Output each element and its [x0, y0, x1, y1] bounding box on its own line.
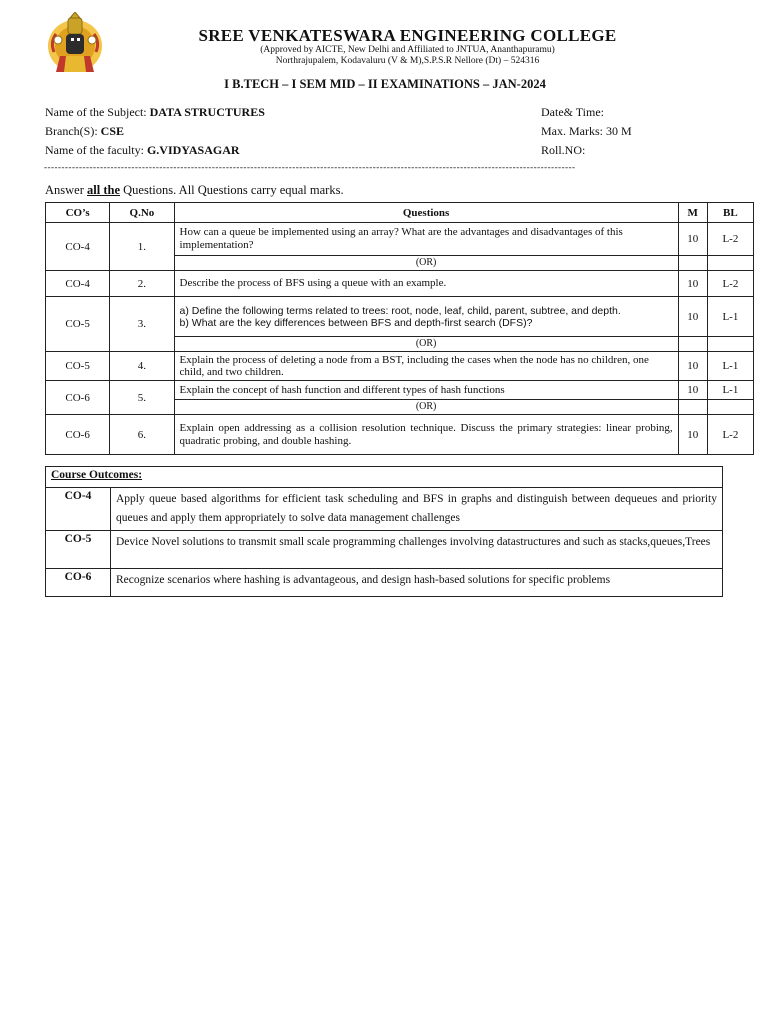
- branch-label: Branch(S):: [45, 124, 98, 138]
- row-bl: L-2: [707, 223, 753, 256]
- row-marks: 10: [678, 223, 707, 256]
- empty-cell: [678, 256, 707, 271]
- outcome-text: Recognize scenarios where hashing is advantageous, and design hash-based solutions for specific problems: [111, 569, 723, 597]
- row-marks: 10: [678, 271, 707, 297]
- row-co: CO-6: [46, 381, 110, 415]
- row-marks: 10: [678, 381, 707, 400]
- row-marks: 10: [678, 352, 707, 381]
- datetime-label: Date& Time:: [541, 105, 605, 119]
- college-logo-icon: [46, 12, 104, 74]
- subject-label: Name of the Subject:: [45, 105, 147, 119]
- question-text: How can a queue be implemented using an array? What are the advantages and disadvantages of this implementation?: [174, 223, 678, 256]
- row-bl: L-1: [707, 297, 753, 337]
- row-co: CO-4: [46, 271, 110, 297]
- table-row: [46, 352, 754, 381]
- empty-cell: [678, 400, 707, 415]
- header-questions: Questions: [174, 203, 678, 223]
- or-label: (OR): [174, 337, 678, 352]
- instructions-prefix: Answer: [45, 183, 88, 197]
- address-line: Northrajupalem, Kodavaluru (V & M),S.P.S.R Nellore (Dt) – 524316: [275, 56, 540, 66]
- subject-value: DATA STRUCTURES: [149, 105, 265, 119]
- instructions-suffix: Questions. All Questions carry equal marks.: [120, 183, 344, 197]
- empty-cell: [707, 256, 753, 271]
- course-outcomes-title-row: [46, 467, 723, 488]
- separator-line: --------------------------------------------------------------------------------------------------------------------------------------------------------: [44, 163, 576, 171]
- row-co: CO-5: [46, 352, 110, 381]
- row-co: CO-4: [46, 223, 110, 271]
- outcome-row: [46, 531, 723, 569]
- row-qno: 1.: [110, 223, 174, 271]
- row-qno: 5.: [110, 381, 174, 415]
- question-text: Describe the process of BFS using a queue with an example.: [174, 271, 678, 297]
- question-part-a: a) Define the following terms related to trees: root, node, leaf, child, parent, subtree, and depth.: [179, 304, 621, 317]
- row-qno: 2.: [110, 271, 174, 297]
- empty-cell: [707, 337, 753, 352]
- question-text: Explain the process of deleting a node from a BST, including the cases when the node has no children, one child, and two children.: [174, 352, 678, 381]
- outcome-text: Device Novel solutions to transmit small scale programming challenges involving datastructures and such as stacks,queues,Trees: [111, 531, 723, 569]
- question-text: Explain the concept of hash function and different types of hash functions: [174, 381, 678, 400]
- question-part-b: b) What are the key differences between BFS and depth-first search (DFS)?: [179, 316, 533, 329]
- empty-cell: [678, 337, 707, 352]
- header-co: CO’s: [46, 203, 110, 223]
- question-text: Explain open addressing as a collision resolution technique. Discuss the primary strategies: linear probing, quadratic probing, and double hashing.: [174, 415, 678, 455]
- questions-header-row: [46, 203, 754, 223]
- faculty-label: Name of the faculty:: [45, 143, 144, 157]
- row-qno: 3.: [110, 297, 174, 352]
- outcome-row: [46, 569, 723, 597]
- row-bl: L-1: [707, 381, 753, 400]
- row-marks: 10: [678, 297, 707, 337]
- header-marks: M: [678, 203, 707, 223]
- header-qno: Q.No: [110, 203, 174, 223]
- table-row: [46, 415, 754, 455]
- table-row: [46, 271, 754, 297]
- questions-table: [45, 202, 754, 455]
- course-outcomes-title: Course Outcomes:: [46, 467, 723, 488]
- row-co: CO-6: [46, 415, 110, 455]
- or-label: (OR): [174, 256, 678, 271]
- row-qno: 6.: [110, 415, 174, 455]
- faculty-value: G.VIDYASAGAR: [146, 143, 240, 157]
- branch-value: CSE: [100, 124, 124, 138]
- empty-cell: [707, 400, 753, 415]
- row-qno: 4.: [110, 352, 174, 381]
- outcome-text: Apply queue based algorithms for efficient task scheduling and BFS in graphs and distinguish between dequeues and priority queues and apply them appropriately to solve data management challenges: [111, 488, 723, 531]
- instructions: [45, 183, 344, 198]
- outcome-code: CO-6: [46, 569, 111, 597]
- instructions-emphasis: all the: [87, 183, 120, 197]
- max-marks: Max. Marks: 30 M: [541, 124, 632, 138]
- row-bl: L-1: [707, 352, 753, 381]
- header-bl: BL: [707, 203, 753, 223]
- row-bl: L-2: [707, 415, 753, 455]
- or-label: (OR): [174, 400, 678, 415]
- table-row: [46, 297, 754, 337]
- subject-line: [45, 105, 265, 120]
- exam-title: I B.TECH – I SEM MID – II EXAMINATIONS – JAN-2024: [224, 77, 546, 91]
- row-marks: 10: [678, 415, 707, 455]
- row-co: CO-5: [46, 297, 110, 352]
- row-bl: L-2: [707, 271, 753, 297]
- table-row: [46, 381, 754, 400]
- course-outcomes-table: [45, 466, 723, 597]
- outcome-code: CO-5: [46, 531, 111, 569]
- branch-line: [45, 124, 124, 139]
- table-row: [46, 223, 754, 256]
- approval-line: (Approved by AICTE, New Delhi and Affiliated to JNTUA, Ananthapuramu): [260, 45, 555, 55]
- outcome-code: CO-4: [46, 488, 111, 531]
- college-name: SREE VENKATESWARA ENGINEERING COLLEGE: [198, 26, 617, 45]
- faculty-line: [45, 143, 240, 158]
- question-text: [174, 297, 678, 337]
- outcome-row: [46, 488, 723, 531]
- rollno-label: Roll.NO:: [541, 143, 586, 157]
